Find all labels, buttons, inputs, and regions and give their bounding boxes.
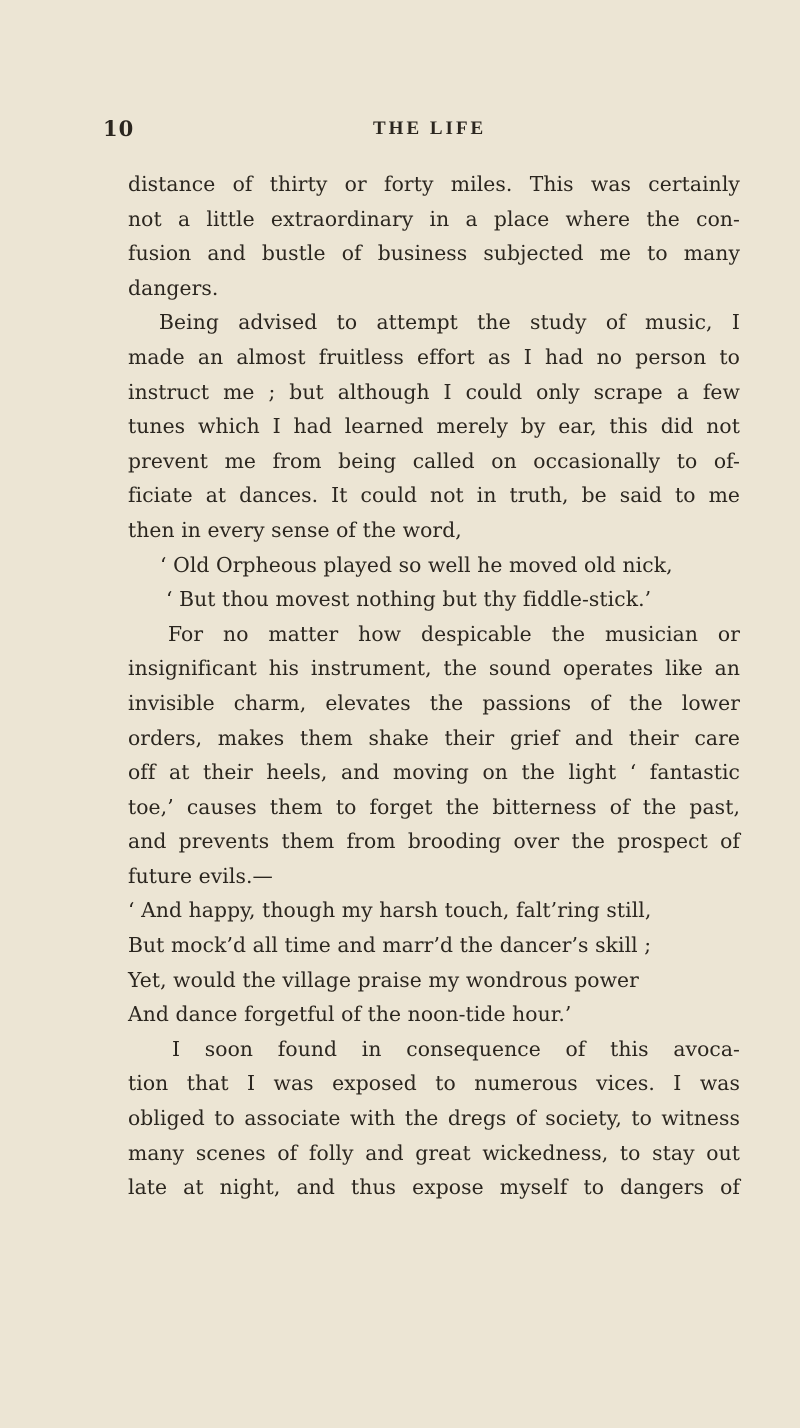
verse-line-13: ‘ But thou movest nothing but thy fiddle-stick.’ bbox=[166, 587, 652, 612]
text-line-28: obliged to associate with the dregs of society, to witness bbox=[128, 1106, 740, 1131]
verse-line-23: But mock’d all time and marr’d the dancer’s skill ; bbox=[128, 933, 652, 958]
verse-line-12: ‘ Old Orpheous played so well he moved old nick, bbox=[160, 552, 673, 577]
text-line-30: late at night, and thus expose myself to dangers of bbox=[128, 1175, 740, 1200]
text-line-14: For no matter how despicable the musician or bbox=[168, 621, 740, 646]
text-line-01: distance of thirty or forty miles. This was certainly bbox=[128, 172, 740, 196]
text-line-06: made an almost fruitless effort as I had no person to bbox=[128, 344, 740, 369]
text-line-03: fusion and bustle of business subjected me to many bbox=[128, 241, 740, 266]
text-line-07: instruct me ; but although I could only scrape a few bbox=[128, 379, 740, 404]
verse-line-24: Yet, would the village praise my wondrous power bbox=[128, 967, 639, 992]
text-line-15: insignificant his instrument, the sound operates like an bbox=[128, 656, 740, 681]
text-line-04: dangers. bbox=[128, 275, 219, 300]
page-body-text bbox=[128, 167, 740, 1205]
verse-line-25: And dance forgetful of the noon-tide hour.’ bbox=[128, 1002, 572, 1027]
text-line-02: not a little extraordinary in a place where the con- bbox=[128, 206, 740, 231]
text-line-11: then in every sense of the word, bbox=[128, 517, 462, 542]
text-line-20: and prevents them from brooding over the prospect of bbox=[128, 829, 740, 854]
text-line-16: invisible charm, elevates the passions of the lower bbox=[128, 690, 740, 715]
text-line-10: ficiate at dances. It could not in truth, be said to me bbox=[128, 483, 740, 508]
text-line-05: Being advised to attempt the study of music, I bbox=[159, 310, 740, 335]
page-number: 10 bbox=[103, 116, 135, 141]
running-head bbox=[0, 116, 800, 146]
text-line-19: toe,’ causes them to forget the bitterness of the past, bbox=[128, 794, 740, 819]
text-line-29: many scenes of folly and great wickedness, to stay out bbox=[128, 1140, 740, 1165]
running-head-title: THE LIFE bbox=[373, 118, 487, 139]
text-line-08: tunes which I had learned merely by ear, this did not bbox=[128, 414, 740, 439]
text-line-09: prevent me from being called on occasionally to of- bbox=[128, 448, 740, 473]
verse-line-22: ‘ And happy, though my harsh touch, falt’ring still, bbox=[128, 898, 652, 923]
text-line-21: future evils.— bbox=[128, 863, 273, 888]
text-line-17: orders, makes them shake their grief and their care bbox=[128, 725, 740, 750]
text-line-18: off at their heels, and moving on the light ‘ fantastic bbox=[128, 760, 740, 785]
text-line-26: I soon found in consequence of this avoca- bbox=[172, 1036, 740, 1061]
text-line-27: tion that I was exposed to numerous vices. I was bbox=[128, 1071, 740, 1096]
